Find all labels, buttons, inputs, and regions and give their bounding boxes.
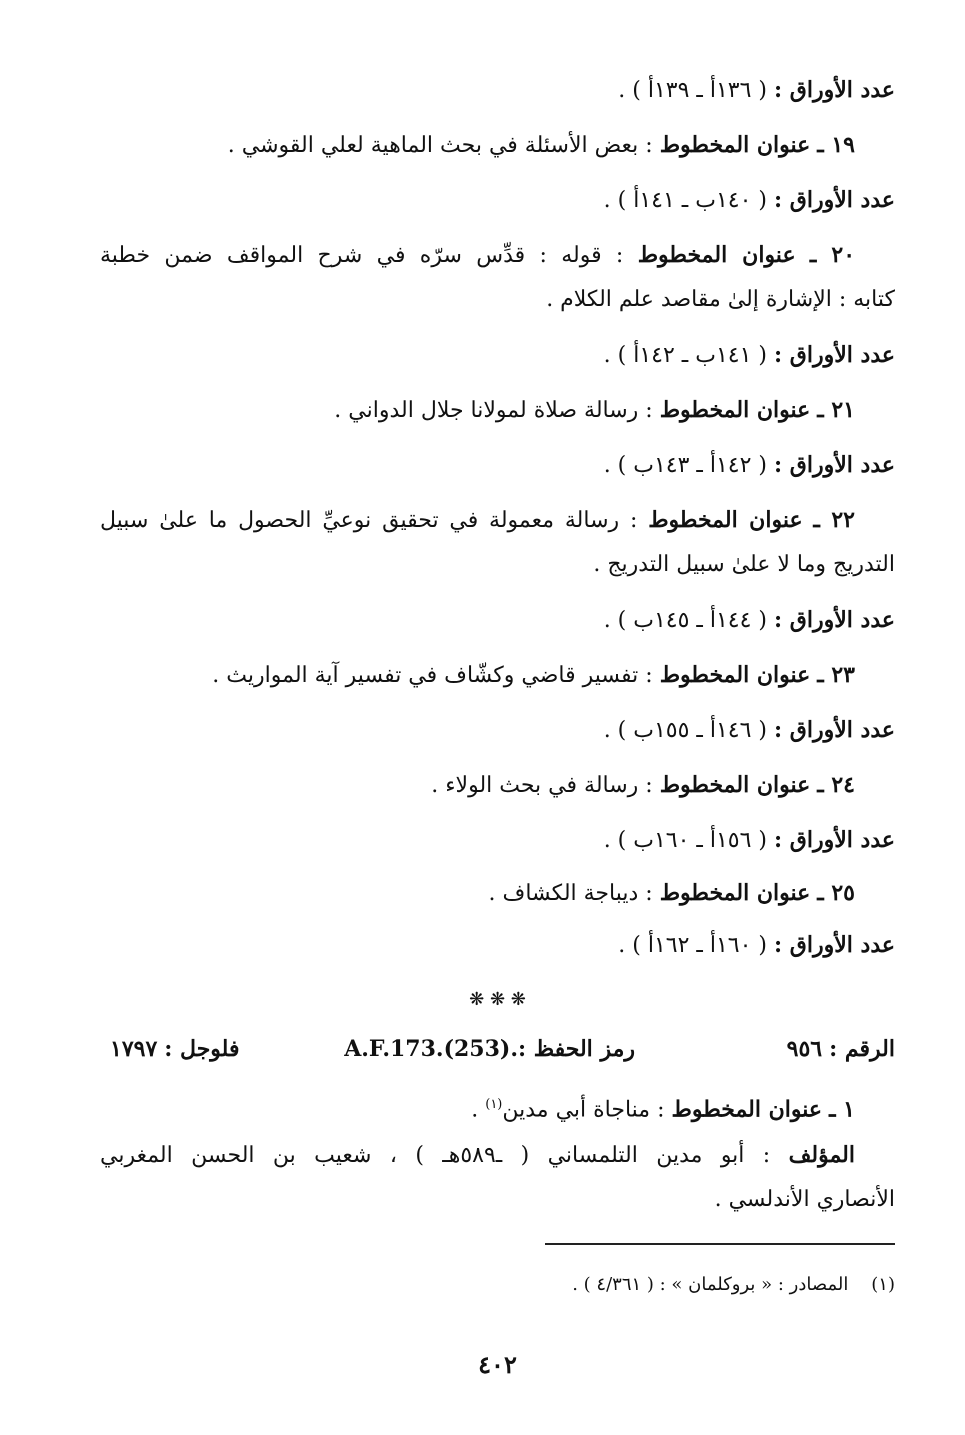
page-number: ٤٠٢ [478,1350,517,1379]
entry-title-continuation: كتابه : الإشارة إلىٰ مقاصد علم الكلام . [546,287,895,312]
leaves-line: عدد الأوراق : ( ١٤٦أ ـ ١٥٥ب ) . [603,717,895,743]
entry-title-line: ٢١ ـ عنوان المخطوط : رسالة صلاة لمولانا جلال الدواني . [334,397,855,423]
record-code: رمز الحفظ : A.F.173.(253). [344,1036,635,1062]
entry-title-line: ٢٤ ـ عنوان المخطوط : رسالة في بحث الولاء . [431,772,855,798]
section-separator: ❋ ❋ ❋ [469,989,526,1010]
leaves-line: عدد الأوراق : ( ١٣٦أ ـ ١٣٩أ ) . [618,77,895,103]
leaves-line: عدد الأوراق : ( ١٥٦أ ـ ١٦٠ب ) . [603,827,895,853]
record-title-line: ١ ـ عنوان المخطوط : مناجاة أبي مدين$^{(١)}$ . [471,1096,855,1123]
footnote-rule [545,1243,895,1245]
leaves-line: عدد الأوراق : ( ١٦٠أ ـ ١٦٢أ ) . [618,932,895,958]
footnote-ref: (١) [485,1097,503,1112]
entry-title-line: ٢٣ ـ عنوان المخطوط : تفسير قاضي وكشّاف في تفسير آية المواريث . [212,662,855,688]
record-meta-row [100,1033,895,1065]
author-line: المؤلف : أبو مدين التلمساني ( ـ٥٨٩هـ ) ، شعيب بن الحسن المغربي [100,1142,855,1168]
entry-title-line: ١٩ ـ عنوان المخطوط : بعض الأسئلة في بحث الماهية لعلي القوشي . [227,132,855,158]
footnote: (١) المصادر : « بروكلمان » : ( ٤/٣٦١ ) . [572,1274,895,1295]
leaves-line: عدد الأوراق : ( ١٤٢أ ـ ١٤٣ب ) . [603,452,895,478]
author-continuation: الأنصاري الأندلسي . [714,1187,895,1212]
entry-title-continuation: التدريج وما لا علىٰ سبيل التدريج . [593,552,895,577]
entry-title-line: ٢٥ ـ عنوان المخطوط : ديباجة الكشاف . [488,880,855,906]
leaves-line: عدد الأوراق : ( ١٤٠ب ـ ١٤١أ ) . [603,187,895,213]
record-catalog: فلوجل : ١٧٩٧ [110,1036,240,1062]
entry-title-line: ٢٠ ـ عنوان المخطوط : قوله : قدِّس سرّه في شرح المواقف ضمن خطبة [100,242,856,268]
leaves-line: عدد الأوراق : ( ١٤٤أ ـ ١٤٥ب ) . [603,607,895,633]
document-page [100,0,895,1435]
leaves-line: عدد الأوراق : ( ١٤١ب ـ ١٤٢أ ) . [603,342,895,368]
record-number: الرقم : ٩٥٦ [786,1036,895,1062]
entry-title-line: ٢٢ ـ عنوان المخطوط : رسالة معمولة في تحقيق نوعيِّ الحصول ما علىٰ سبيل [100,507,855,533]
